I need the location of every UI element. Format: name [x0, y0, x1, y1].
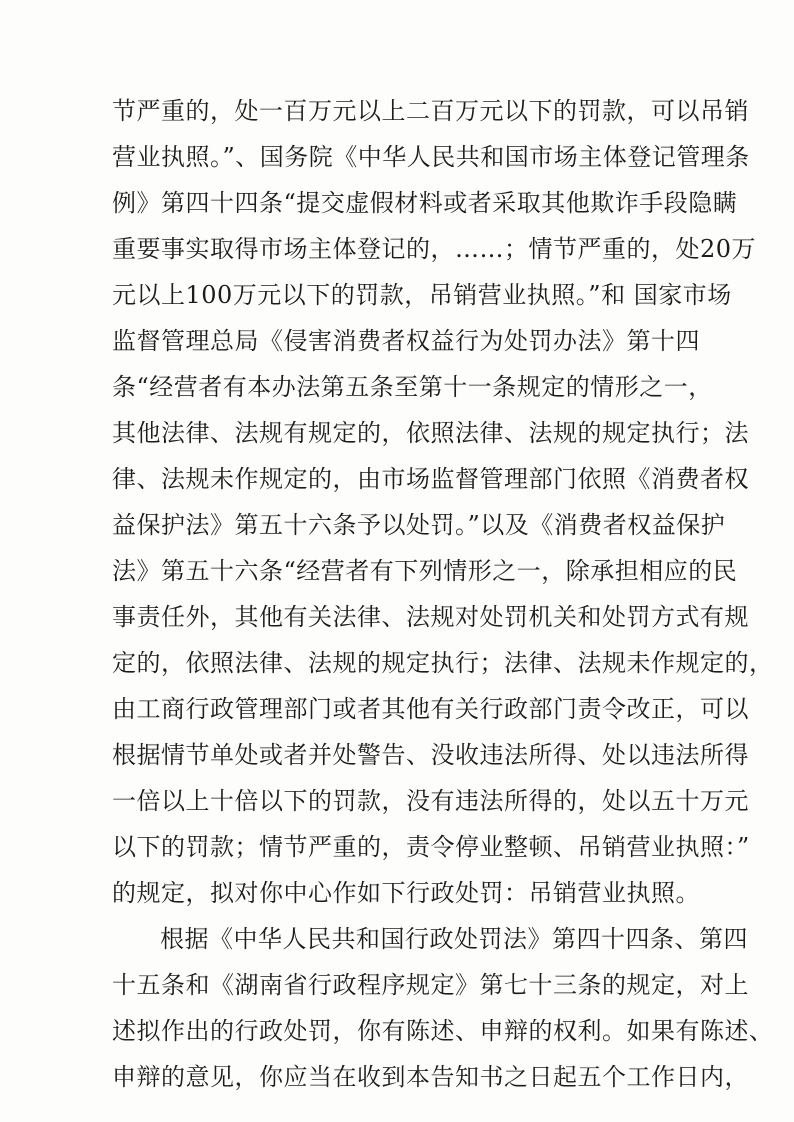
- text-line: 律、法规未作规定的，由市场监督管理部门依照《消费者权: [112, 465, 749, 493]
- text-line: 例》第四十四条“提交虚假材料或者采取其他欺诈手段隐瞒: [112, 189, 738, 217]
- text-line: 重要事实取得市场主体登记的，……；情节严重的，处20万: [112, 235, 757, 263]
- text-line: 由工商行政管理部门或者其他有关行政部门责令改正，可以: [112, 695, 749, 723]
- text-line: 节严重的，处一百万元以上二百万元以下的罚款，可以吊销: [112, 97, 749, 125]
- text-line: 根据情节单处或者并处警告、没收违法所得、处以违法所得: [112, 741, 749, 769]
- text-line: 营业执照。”、国务院《中华人民共和国市场主体登记管理条: [112, 143, 750, 171]
- text-line: 事责任外，其他有关法律、法规对处罚机关和处罚方式有规: [112, 603, 749, 631]
- text-line: 的规定，拟对你中心作如下行政处罚：吊销营业执照。: [112, 879, 700, 907]
- text-line: 条“经营者有本办法第五条至第十一条规定的情形之一，: [112, 373, 713, 401]
- text-line: 其他法律、法规有规定的，依照法律、法规的规定执行；法: [112, 419, 749, 447]
- text-line: 以下的罚款；情节严重的，责令停业整顿、吊销营业执照：”: [112, 833, 750, 861]
- text-line: 益保护法》第五十六条予以处罚。”以及《消费者权益保护: [112, 511, 726, 539]
- text-line: 法》第五十六条“经营者有下列情形之一，除承担相应的民: [112, 557, 738, 585]
- text-line: 申辩的意见，你应当在收到本告知书之日起五个工作日内，: [112, 1063, 749, 1091]
- text-line: 定的，依照法律、法规的规定执行；法律、法规未作规定的，: [112, 649, 774, 677]
- text-line: 一倍以上十倍以下的罚款，没有违法所得的，处以五十万元: [112, 787, 749, 815]
- text-line: 述拟作出的行政处罚，你有陈述、申辩的权利。如果有陈述、: [112, 1017, 774, 1045]
- text-line: 监督管理总局《侵害消费者权益行为处罚办法》第十四: [112, 327, 700, 355]
- text-line: 根据《中华人民共和国行政处罚法》第四十四条、第四: [160, 925, 748, 953]
- text-line: 元以上100万元以下的罚款，吊销营业执照。”和 国家市场: [112, 281, 732, 309]
- text-line: 十五条和《湖南省行政程序规定》第七十三条的规定，对上: [112, 971, 749, 999]
